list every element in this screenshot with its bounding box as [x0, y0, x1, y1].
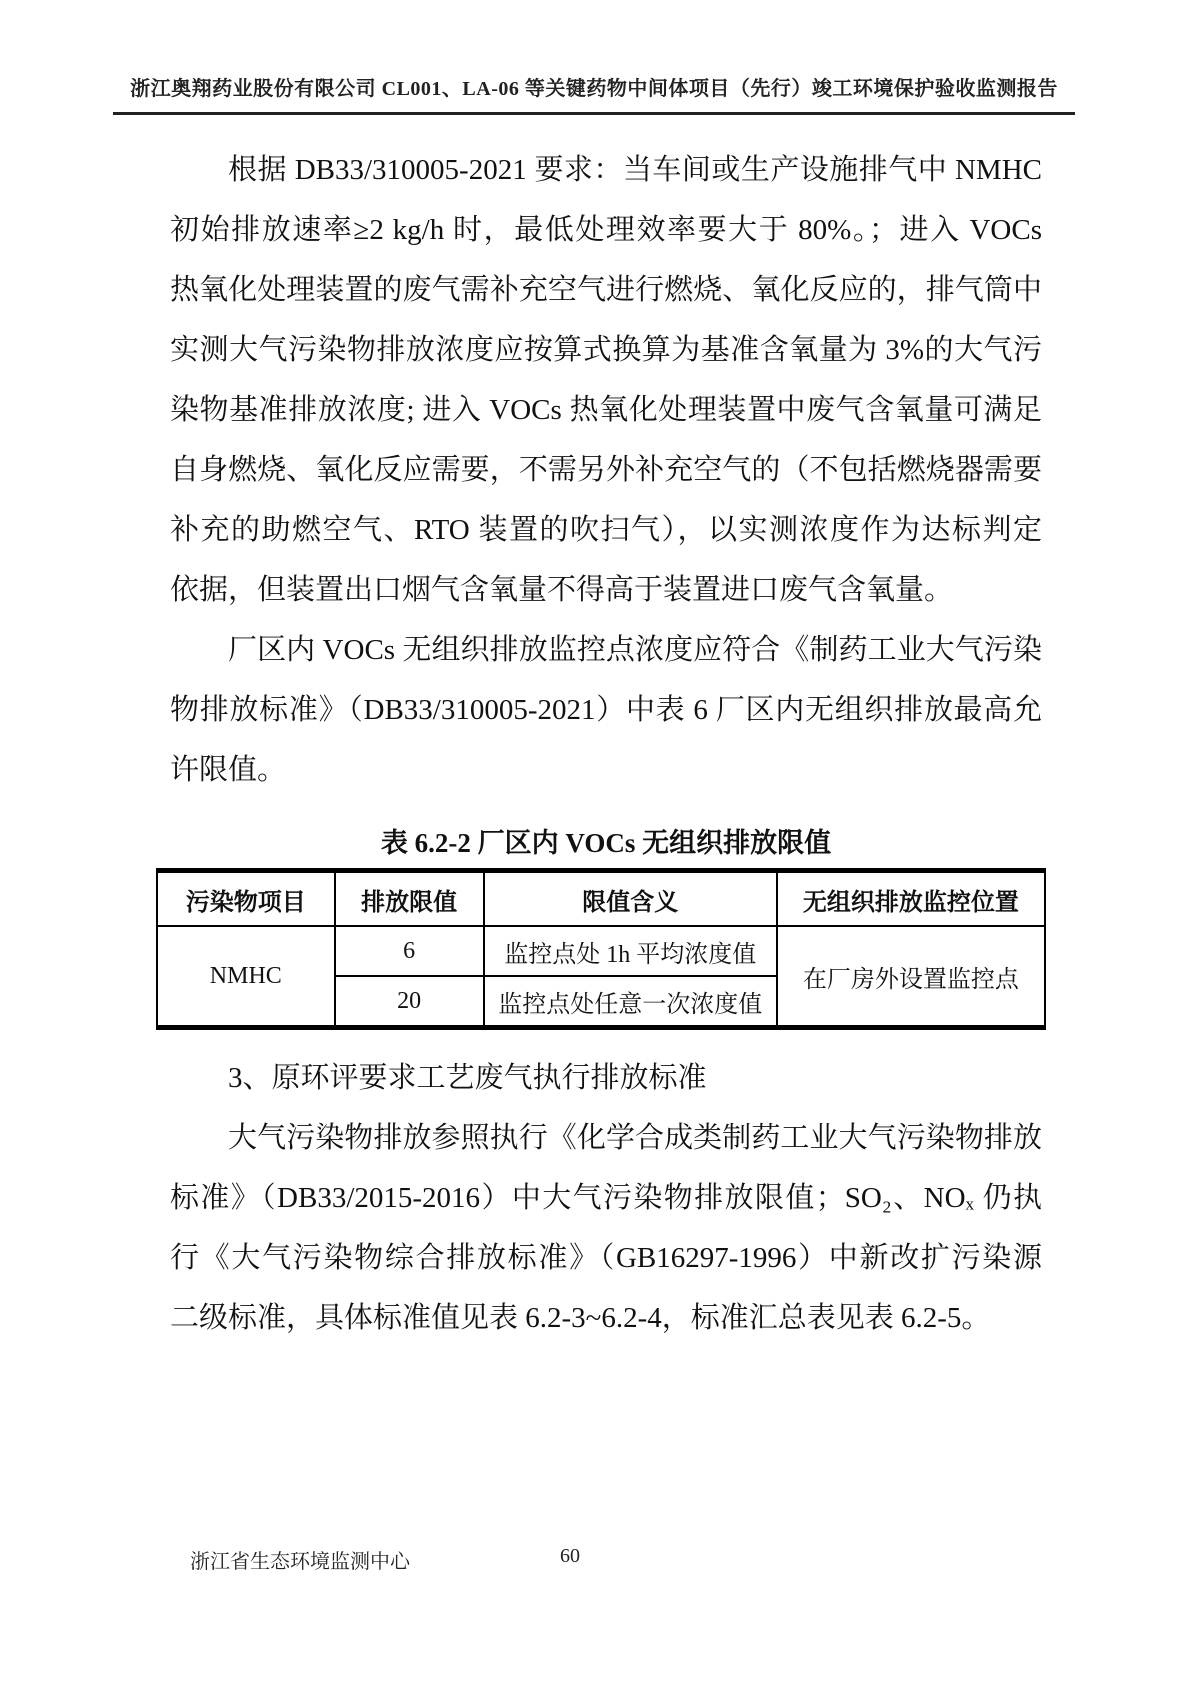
paragraph-2: [170, 620, 1042, 800]
paragraph-line: 标准》（DB33/2015-2016）中大气污染物排放限值；SO₂、NOₓ 仍执: [170, 1182, 1042, 1214]
voc-limits-table: [156, 868, 1046, 1030]
col-header-limit: 排放限值: [335, 871, 484, 927]
footer-page-number: 60: [560, 1545, 580, 1567]
paragraph-line: 二级标准，具体标准值见表 6.2-3~6.2-4，标准汇总表见表 6.2-5。: [170, 1302, 991, 1334]
page-body: [170, 140, 1042, 1348]
paragraph-1: [170, 140, 1042, 620]
paragraph-line: 依据，但装置出口烟气含氧量不得高于装置进口废气含氧量。: [170, 574, 954, 606]
paragraph-line: 厂区内 VOCs 无组织排放监控点浓度应符合《制药工业大气污染: [228, 634, 1042, 666]
footer-organization: 浙江省生态环境监测中心: [190, 1551, 410, 1573]
table-header-row: [157, 871, 1045, 927]
paragraph-line: 染物基准排放浓度; 进入 VOCs 热氧化处理装置中废气含氧量可满足: [170, 394, 1042, 426]
page-header-title: 浙江奥翔药业股份有限公司 CL001、LA-06 等关键药物中间体项目（先行）竣工环境保护验收监测报告: [113, 72, 1075, 115]
cell-meaning: 监控点处任意一次浓度值: [484, 976, 777, 1028]
col-header-location: 无组织排放监控位置: [777, 871, 1045, 927]
cell-meaning: 监控点处 1h 平均浓度值: [484, 926, 777, 976]
paragraph-line: 行《大气污染物综合排放标准》（GB16297-1996）中新改扩污染源: [170, 1242, 1042, 1274]
cell-limit: 6: [335, 926, 484, 976]
page-footer: [0, 1545, 1190, 1585]
cell-location: 在厂房外设置监控点: [777, 926, 1045, 1028]
paragraph-line: 大气污染物排放参照执行《化学合成类制药工业大气污染物排放: [228, 1122, 1042, 1154]
col-header-meaning: 限值含义: [484, 871, 777, 927]
paragraph-line: 许限值。: [170, 754, 287, 786]
section-heading-3: 3、原环评要求工艺废气执行排放标准: [228, 1062, 707, 1094]
table-caption: 表 6.2-2 厂区内 VOCs 无组织排放限值: [380, 828, 832, 858]
paragraph-line: 根据 DB33/310005-2021 要求：当车间或生产设施排气中 NMHC: [228, 154, 1042, 186]
cell-limit: 20: [335, 976, 484, 1028]
paragraph-line: 补充的助燃空气、RTO 装置的吹扫气），以实测浓度作为达标判定: [170, 514, 1042, 546]
paragraph-line: 实测大气污染物排放浓度应按算式换算为基准含氧量为 3%的大气污: [170, 334, 1042, 366]
paragraph-line: 热氧化处理装置的废气需补充空气进行燃烧、氧化反应的，排气筒中: [170, 274, 1042, 306]
table-row: [157, 926, 1045, 976]
paragraph-4: [170, 1108, 1042, 1348]
col-header-pollutant: 污染物项目: [157, 871, 335, 927]
paragraph-line: 物排放标准》（DB33/310005-2021）中表 6 厂区内无组织排放最高允: [170, 694, 1042, 726]
cell-pollutant: NMHC: [157, 926, 335, 1028]
paragraph-line: 初始排放速率≥2 kg/h 时，最低处理效率要大于 80%。；进入 VOCs: [170, 214, 1042, 246]
paragraph-line: 自身燃烧、氧化反应需要，不需另外补充空气的（不包括燃烧器需要: [170, 454, 1042, 486]
